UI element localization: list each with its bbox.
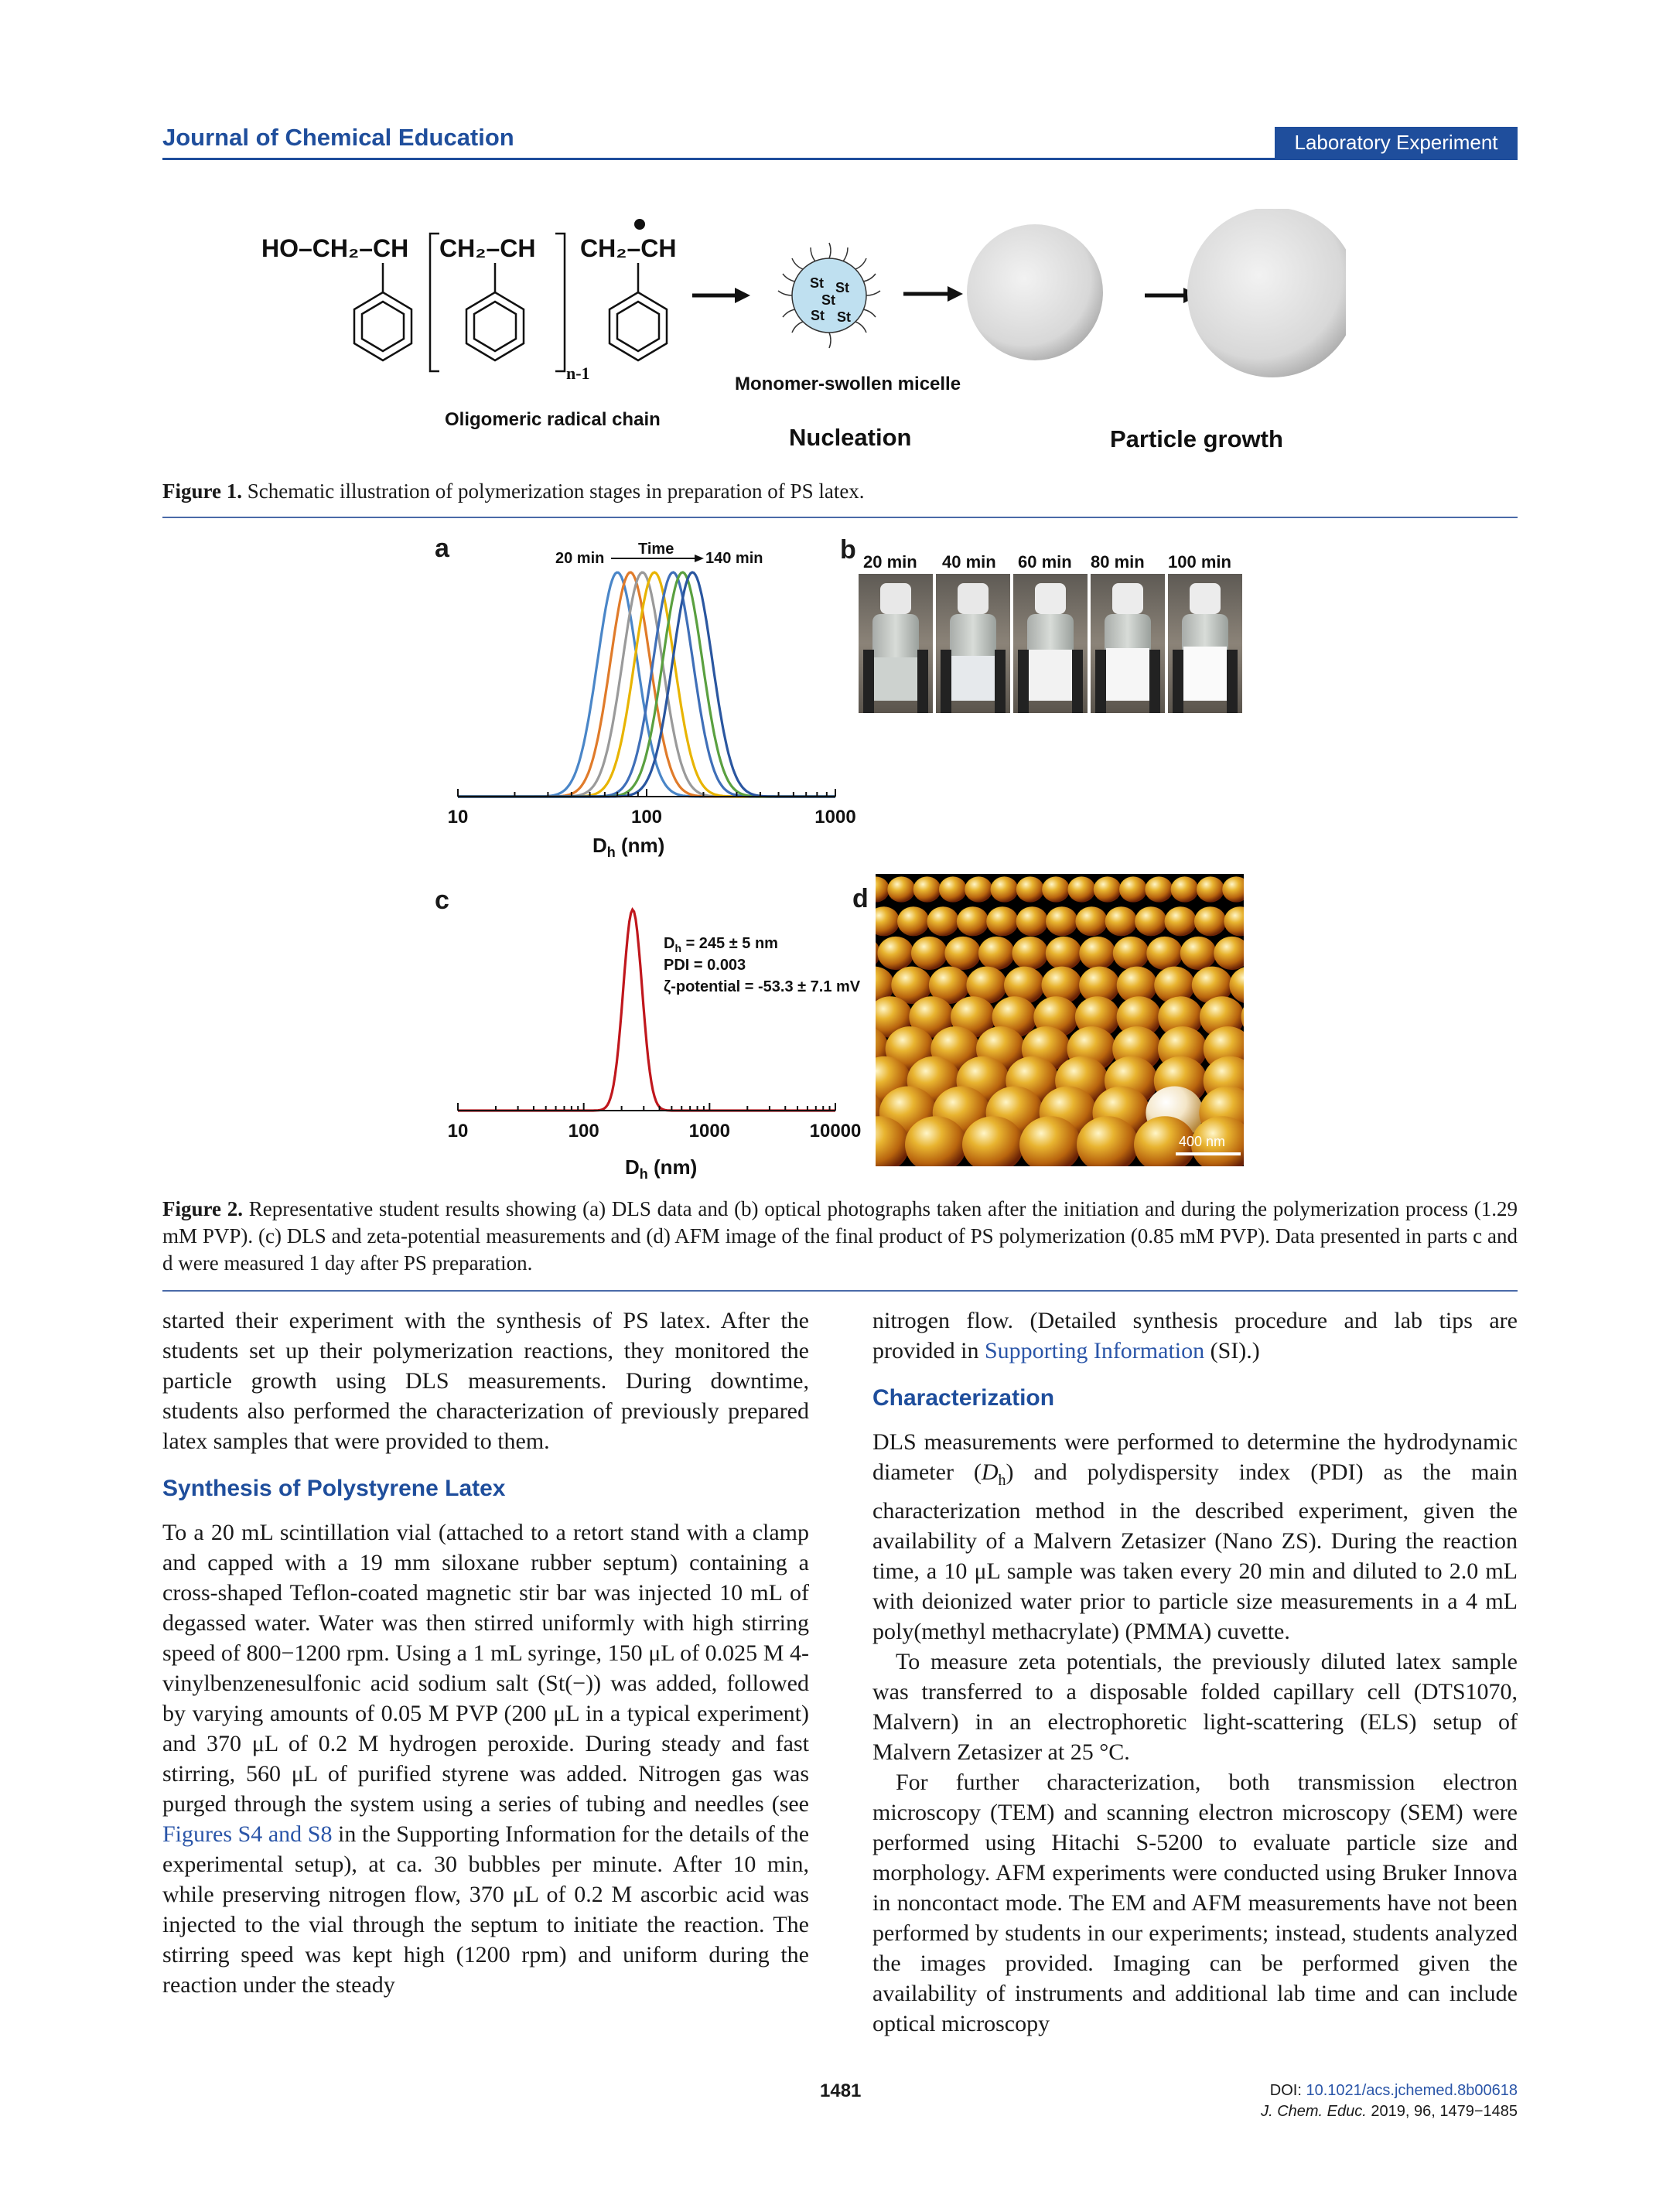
- series-line-120-min: [458, 572, 835, 797]
- afm-sphere: [1119, 876, 1147, 902]
- figure1-caption-text: Schematic illustration of polymerization stages in preparation of PS latex.: [242, 480, 865, 503]
- micelle-st-2: St: [835, 280, 849, 295]
- col2-paragraph-2: DLS measurements were performed to determine the hydrodynamic diameter $(D_h)$ and polydispersity index (PDI) as the main characterization method in the described experiment, given the availability of a Malvern Zetasizer (Nano ZS). During the reaction time, a 10 μL sample was taken every 20 min and diluted to 2.0 mL with deionized water prior to particle size measurements in a 4 mL poly(methyl methacrylate) (PMMA) cuvette.: [872, 1429, 1518, 1644]
- afm-sphere: [991, 876, 1019, 902]
- afm-sphere: [1012, 937, 1048, 970]
- afm-sphere: [913, 876, 941, 902]
- photo-time-3: 60 min: [1018, 552, 1072, 572]
- afm-sphere: [1016, 876, 1044, 902]
- panel-d-letter: d: [852, 884, 869, 913]
- afm-sphere: [1197, 876, 1224, 902]
- photo-vial-2: [936, 574, 1010, 713]
- afm-sphere: [939, 876, 967, 902]
- radical-dot: [634, 219, 645, 230]
- afm-sphere: [1135, 906, 1167, 936]
- particle-small: [967, 224, 1103, 360]
- panel-a-letter: a: [435, 534, 449, 563]
- micelle-st-3: St: [821, 292, 835, 308]
- photo-vial-1: [859, 574, 933, 713]
- afm-sphere: [1194, 906, 1227, 936]
- afm-sphere: [1046, 906, 1078, 936]
- afm-sphere: [1105, 906, 1138, 936]
- subscript-n: n-1: [566, 363, 590, 383]
- footer-citation: DOI: 10.1021/acs.jchemed.8b00618 J. Chem. Educ. 2019, 96, 1479−1485: [1261, 2082, 1518, 2120]
- x-tick-label: 10000: [809, 1121, 862, 1142]
- micelle-st-1: St: [810, 275, 824, 291]
- micelle-label: Monomer-swollen micelle: [735, 374, 961, 394]
- figure2-caption-text: Representative student results showing (a) DLS data and (b) optical photographs taken after the initiation and during the polymerization process (1.29 mM PVP). (c) DLS and zeta-potential measurements and (d) AFM image of the final product of PS polymerization (0.85 mM PVP). Data presented in parts c and d were measured 1 day after PS preparation.: [162, 1197, 1518, 1275]
- series-line-final-product: [458, 910, 835, 1111]
- afm-sphere: [1165, 906, 1197, 936]
- panel-c-dls-chart: [433, 889, 882, 1187]
- heading-synthesis: Synthesis of Polystyrene Latex: [162, 1476, 506, 1501]
- col2-paragraph-1: nitrogen flow. (Detailed synthesis procedure and lab tips are provided in Supporting Information (SI).): [872, 1308, 1518, 1364]
- micelle-st-5: St: [837, 309, 851, 325]
- photo-vial-3: [1013, 574, 1088, 713]
- col2-paragraph-4: For further characterization, both transmission electron microscopy (TEM) and scanning electron microscopy (SEM) were performed using Hitachi S-5200 to evaluate particle size and morphology. AFM experiments were conducted using Bruker Innova in noncontact mode. The EM and AFM measurements have not been performed by students in our experiments; instead, students analyzed the images provided. Imaging can be performed given the availability of instruments and additional lab time and can include optical microscopy: [872, 1770, 1518, 2036]
- chain-right-text: CH₂–CH: [580, 234, 677, 262]
- afm-sphere: [1042, 876, 1070, 902]
- bracket-left: [430, 234, 439, 371]
- afm-sphere: [1067, 876, 1095, 902]
- bracket-right: [555, 234, 565, 371]
- column-right: [872, 1305, 1518, 2039]
- afm-sphere: [1046, 937, 1082, 970]
- photo-time-2: 40 min: [942, 552, 996, 572]
- afm-sphere: [1146, 937, 1183, 970]
- section-badge: Laboratory Experiment: [1275, 127, 1518, 158]
- photo-time-4: 80 min: [1091, 552, 1145, 572]
- panel-b-letter: b: [840, 535, 856, 565]
- x-tick-label: 10: [447, 807, 469, 828]
- x-tick-label: 1000: [814, 807, 856, 828]
- micelle-icon: [778, 243, 880, 348]
- particle-large: [1187, 209, 1346, 377]
- afm-sphere: [927, 906, 959, 936]
- afm-sphere: [1113, 937, 1149, 970]
- afm-sphere: [1075, 906, 1108, 936]
- photo-vial-5: [1168, 574, 1242, 713]
- stage-nucleation: Nucleation: [789, 424, 912, 451]
- x-tick-label: 100: [630, 807, 663, 828]
- chain-mid-text: CH₂–CH: [439, 234, 536, 262]
- afm-sphere: [957, 906, 989, 936]
- afm-sphere: [887, 876, 915, 902]
- panel-c-dh-line: $D_h = 245 \pm 5$ nm: [664, 935, 778, 954]
- header-rule: [162, 158, 1518, 160]
- panel-a-end-label: 140 min: [705, 550, 763, 567]
- col1-paragraph-1: started their experiment with the synthesis of PS latex. After the students set up their polymerization reactions, they monitored the particle growth using DLS measurements. During downtime, students also performed the characterization of previously prepared latex samples that were provided to them.: [162, 1308, 809, 1454]
- afm-sphere: [1016, 906, 1049, 936]
- photo-time-1: 20 min: [863, 552, 917, 572]
- x-tick-label: 1000: [688, 1121, 731, 1142]
- column-left: [162, 1305, 809, 2000]
- figure1-rule: [162, 517, 1518, 518]
- figures-s4-s8-link[interactable]: Figures S4 and S8: [162, 1821, 333, 1847]
- panel-c-xlabel: $D_h$ (nm): [625, 1155, 698, 1182]
- afm-sphere: [978, 937, 1015, 970]
- afm-sphere: [944, 937, 981, 970]
- col1-paragraph-2: To a 20 mL scintillation vial (attached to a retort stand with a clamp and capped with a 19 mm siloxane rubber septum) containing a cross-shaped Teflon-coated magnetic stir bar was injected 10 mL of degassed water. Water was then stirred uniformly with high stirring speed of 800−1200 rpm. Using a 1 mL syringe, 150 μL of 0.025 M 4-vinylbenzenesulfonic acid sodium salt (St(−)) was added, followed by varying amounts of 0.05 M PVP (200 μL in a typical experiment) and 370 μL of 0.2 M hydrogen peroxide. During steady and fast stirring, 560 μL of purified styrene was added. Nitrogen gas was purged through the system using a series of tubing and needles (see Figures S4 and S8 in the Supporting Information for the details of the experimental setup), at ca. 30 bubbles per minute. After 10 min, while preserving nitrogen flow, 370 μL of 0.2 M ascorbic acid was injected to the vial through the septum to initiate the reaction. The stirring speed was kept high (1200 rpm) and uniform during the reaction under the steady: [162, 1520, 810, 1998]
- photo-vial-4: [1091, 574, 1165, 713]
- series-line-20-min: [458, 572, 835, 797]
- panel-a-xlabel: $D_h$ (nm): [592, 834, 665, 860]
- panel-c-pdi-line: PDI = 0.003: [664, 957, 746, 974]
- chain-label: Oligomeric radical chain: [445, 409, 661, 430]
- afm-sphere: [911, 937, 948, 970]
- afm-sphere: [897, 906, 930, 936]
- figure1-scheme: [248, 209, 1346, 464]
- afm-sphere: [1171, 876, 1199, 902]
- panel-b-photos: [859, 541, 1245, 715]
- panel-a-dls-chart: [433, 534, 866, 866]
- panel-a-start-label: 20 min: [555, 550, 605, 567]
- afm-sphere: [1094, 876, 1122, 902]
- micelle-st-4: St: [811, 308, 825, 323]
- series-line-60-min: [458, 572, 835, 797]
- afm-sphere: [1180, 937, 1217, 970]
- panel-d-afm-image: [876, 874, 1244, 1166]
- page-number: 1481: [820, 2080, 862, 2101]
- series-line-40-min: [458, 572, 835, 797]
- afm-sphere: [986, 906, 1019, 936]
- afm-sphere: [1145, 876, 1173, 902]
- chain-left-text: HO–CH₂–CH: [261, 234, 409, 262]
- figure2-caption-label: Figure 2.: [162, 1197, 243, 1220]
- afm-sphere: [878, 937, 914, 970]
- figure2-caption: [162, 1196, 1518, 1277]
- figure2-rule: [162, 1290, 1518, 1292]
- x-tick-label: 100: [568, 1121, 599, 1142]
- journal-title: Journal of Chemical Education: [162, 124, 514, 151]
- series-line-100-min: [458, 572, 835, 797]
- afm-sphere: [1079, 937, 1115, 970]
- figure1-caption: [162, 478, 1518, 505]
- series-line-140-min: [458, 572, 835, 797]
- panel-a-time-label: Time: [638, 541, 674, 558]
- supporting-information-link[interactable]: Supporting Information: [984, 1338, 1205, 1364]
- panel-c-letter: c: [435, 886, 449, 915]
- figure1-caption-label: Figure 1.: [162, 480, 242, 503]
- afm-scale-label: 400 nm: [1179, 1134, 1226, 1149]
- col2-paragraph-3: To measure zeta potentials, the previously diluted latex sample was transferred to a disposable folded capillary cell (DTS1070, Malvern) in an electrophoretic light-scattering (ELS) setup of Malvern Zetasizer at 25 °C.: [872, 1649, 1518, 1765]
- photo-time-5: 100 min: [1168, 552, 1231, 572]
- series-line-80-min: [458, 572, 835, 797]
- afm-sphere: [965, 876, 992, 902]
- x-tick-label: 10: [447, 1121, 469, 1142]
- stage-growth: Particle growth: [1110, 425, 1283, 452]
- heading-characterization: Characterization: [872, 1385, 1055, 1411]
- afm-sphere-array: [876, 876, 1244, 1166]
- doi-link[interactable]: 10.1021/acs.jchemed.8b00618: [1306, 2082, 1518, 2099]
- panel-c-zeta-line: ζ-potential = -53.3 ± 7.1 mV: [664, 978, 861, 995]
